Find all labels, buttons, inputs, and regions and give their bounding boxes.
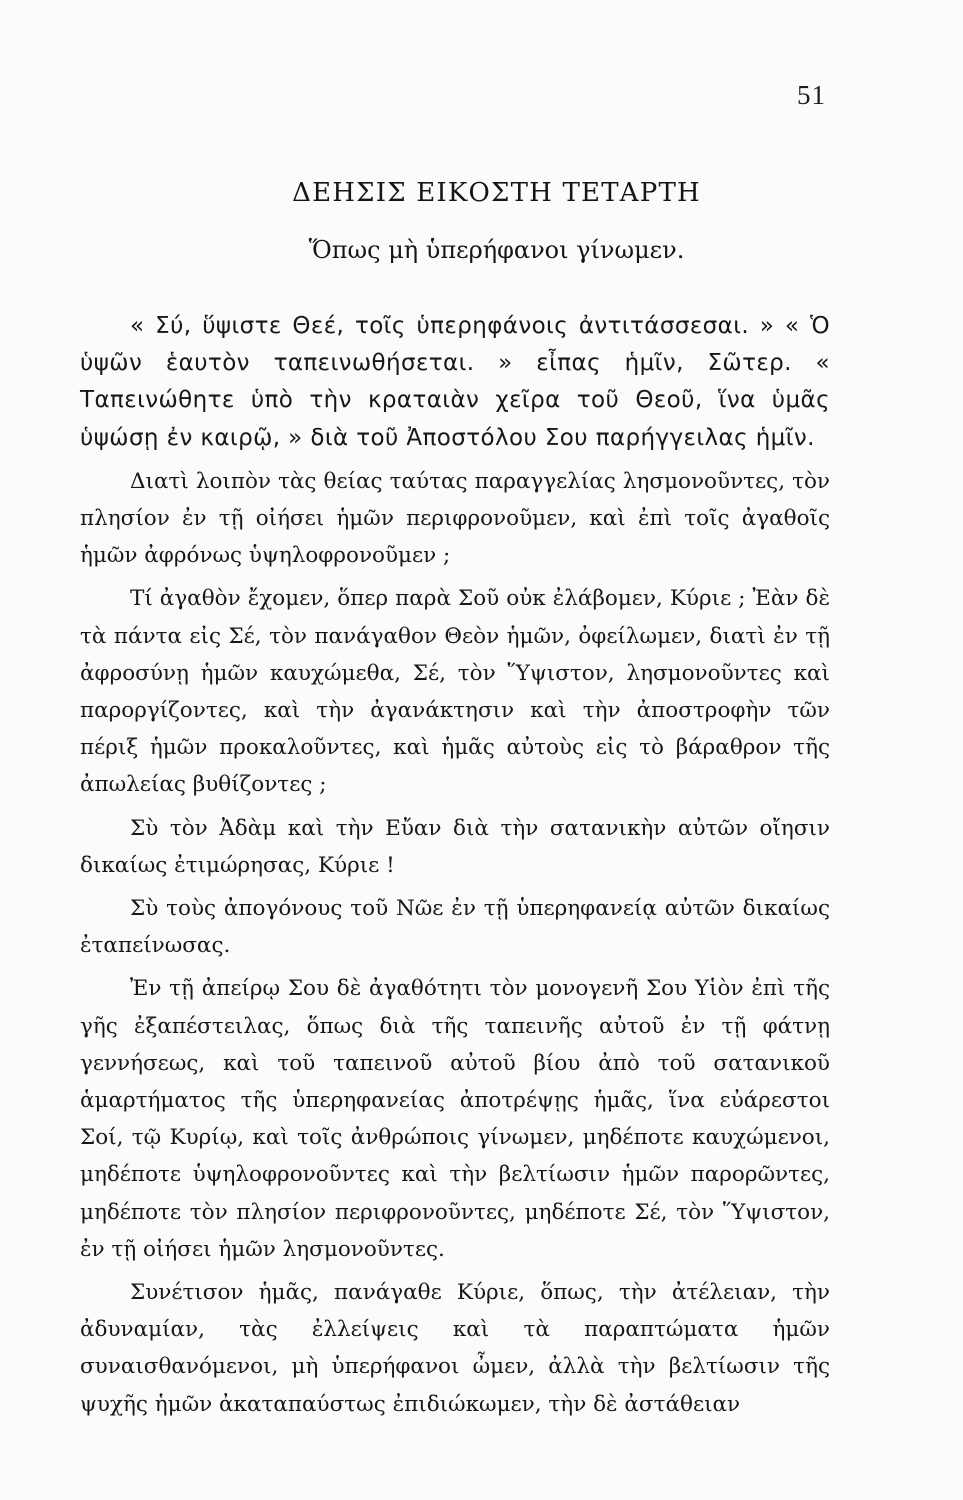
page-number: 51 [797,80,826,110]
paragraph: Διατὶ λοιπὸν τὰς θείας ταύτας παραγγελίας λησμονοῦντες, τὸν πλησίον ἐν τῇ οἰήσει ἡμῶν περιφρονοῦμεν, καὶ ἐπὶ τοῖς ἀγαθοῖς ἡμῶν ἀφρόνως ὑψηλοφρονοῦμεν ; [80,468,830,569]
paragraph: Τί ἀγαθὸν ἔχομεν, ὅπερ παρὰ Σοῦ οὐκ ἐλάβομεν, Κύριε ; Ἐὰν δὲ τὰ πάντα εἰς Σέ, τὸν πανάγαθον Θεὸν ἡμῶν, ὀφείλωμεν, διατὶ ἐν τῇ ἀφροσύνῃ ἡμῶν καυχώμεθα, Σέ, τὸν Ὕψιστον, λησμονοῦντες καὶ παροργίζοντες, καὶ τὴν ἀγανάκτησιν καὶ τὴν ἀποστροφὴν τῶν πέριξ ἡμῶν προκαλοῦντες, καὶ ἡμᾶς αὐτοὺς εἰς τὸ βάραθρον τῆς ἀπωλείας βυθίζοντες ; [80,586,830,798]
paragraph: Σὺ τὸν Ἀδὰμ καὶ τὴν Εὔαν διὰ τὴν σατανικὴν αὐτῶν οἴησιν δικαίως ἐτιμώρησας, Κύριε ! [80,815,830,878]
paragraph: Συνέτισον ἡμᾶς, πανάγαθε Κύριε, ὅπως, τὴν ἀτέλειαν, τὴν ἀδυναμίαν, τὰς ἐλλείψεις καὶ τὰ παραπτώματα ἡμῶν συναισθανόμενοι, μὴ ὑπερήφανοι ὦμεν, ἀλλὰ τὴν βελτίωσιν τῆς ψυχῆς ἡμῶν ἀκαταπαύστως ἐπιδιώκωμεν, τὴν δὲ ἀστάθειαν [80,1280,830,1417]
prayer-subtitle: Ὅπως μὴ ὑπερήφανοι γίνωμεν. [308,236,685,264]
paragraph: Σὺ τοὺς ἀπογόνους τοῦ Νῶε ἐν τῇ ὑπερηφανείᾳ αὐτῶν δικαίως ἐταπείνωσας. [80,896,830,959]
paragraph: « Σύ, ὕψιστε Θεέ, τοῖς ὑπερηφάνοις ἀντιτάσσεσαι. » « Ὁ ὑψῶν ἑαυτὸν ταπεινωθήσεται. » εἶπας ἡμῖν, Σῶτερ. « Ταπεινώθητε ὑπὸ τὴν κραταιὰν χεῖρα τοῦ Θεοῦ, ἵνα ὑμᾶς ὑψώσῃ ἐν καιρῷ, » διὰ τοῦ Ἀποστόλου Σου παρήγγειλας ἡμῖν. [80,313,830,451]
prayer-body [80,308,830,1423]
paragraph: Ἐν τῇ ἀπείρῳ Σου δὲ ἀγαθότητι τὸν μονογενῆ Σου Υἱὸν ἐπὶ τῆς γῆς ἐξαπέστειλας, ὅπως διὰ τῆς ταπεινῆς αὐτοῦ ἐν τῇ φάτνῃ γεννήσεως, καὶ τοῦ ταπεινοῦ αὐτοῦ βίου ἀπὸ τοῦ σατανικοῦ ἁμαρτήματος τῆς ὑπερηφανείας ἀποτρέψῃς ἡμᾶς, ἵνα εὐάρεστοι Σοί, τῷ Κυρίῳ, καὶ τοῖς ἀνθρώποις γίνωμεν, μηδέποτε καυχώμενοι, μηδέποτε ὑψηλοφρονοῦντες καὶ τὴν βελτίωσιν ἡμῶν παρορῶντες, μηδέποτε τὸν πλησίον περιφρονοῦντες, μηδέποτε Σέ, τὸν Ὕψιστον, ἐν τῇ οἰήσει ἡμῶν λησμονοῦντες. [80,976,830,1262]
prayer-title: ΔΕΗΣΙΣ ΕΙΚΟΣΤΗ ΤΕΤΑΡΤΗ [292,178,701,208]
